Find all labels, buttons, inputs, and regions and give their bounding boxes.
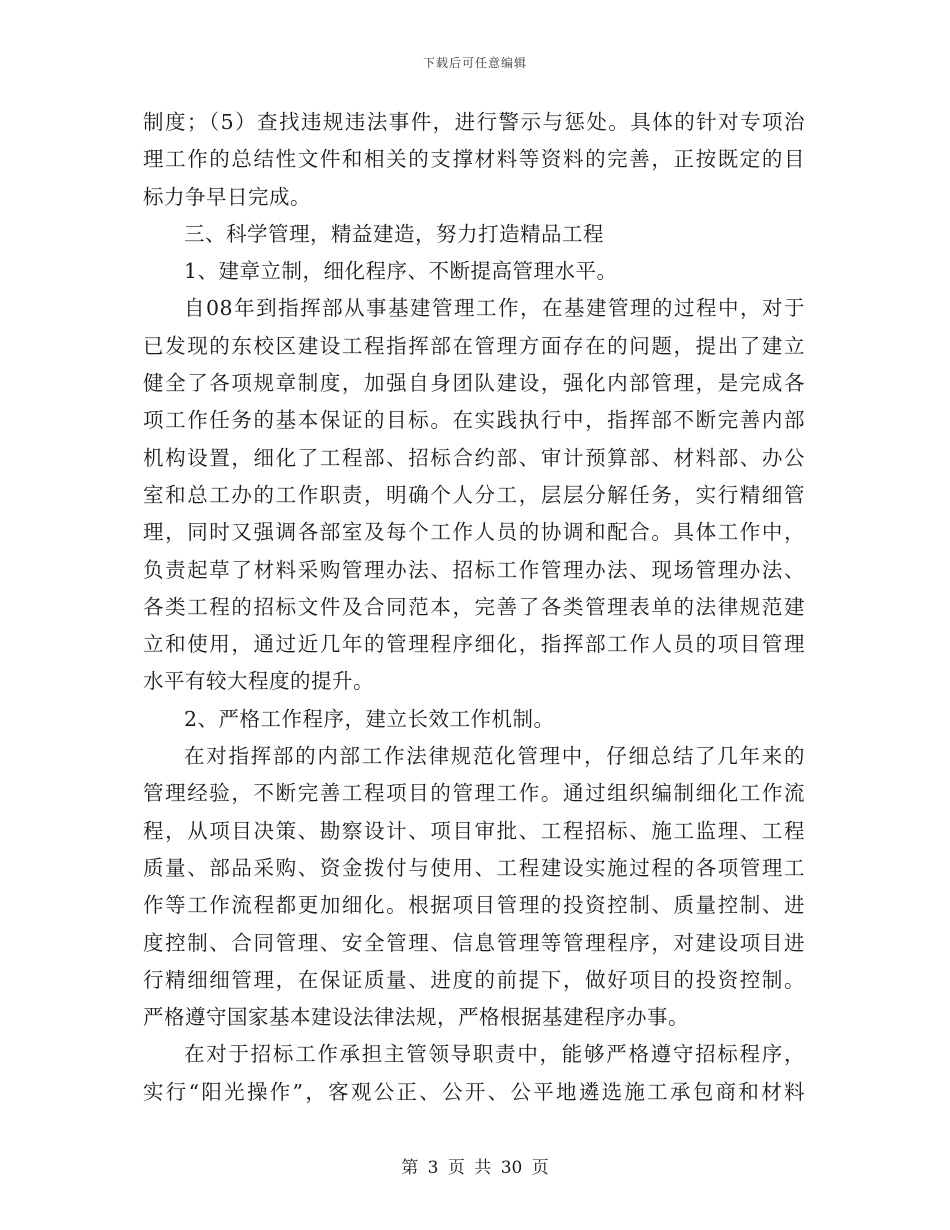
body-line: 立和使用，通过近几年的管理程序细化，指挥部工作人员的项目管理 <box>143 632 805 657</box>
section-heading: 三、科学管理，精益建造，努力打造精品工程 <box>184 221 604 246</box>
page-number: 第 3 页 共 30 页 <box>401 1158 549 1178</box>
body-line: 质量、部品采购、资金拨付与使用、工程建设实施过程的各项管理工 <box>143 855 805 880</box>
body-line: 已发现的东校区建设工程指挥部在管理方面存在的问题，提出了建立 <box>143 333 805 358</box>
body-line: 在对指挥部的内部工作法律规范化管理中，仔细总结了几年来的 <box>184 744 805 769</box>
body-line: 度控制、合同管理、安全管理、信息管理等管理程序，对建设项目进 <box>143 930 805 955</box>
body-line: 制度；（5）查找违规违法事件，进行警示与惩处。具体的针对专项治 <box>143 110 805 134</box>
body-line: 机构设置，细化了工程部、招标合约部、审计预算部、材料部、办公 <box>143 445 805 470</box>
page-header-note: 下载后可任意编辑 <box>422 56 527 70</box>
body-line: 严格遵守国家基本建设法律法规，严格根据基建程序办事。 <box>143 1005 689 1030</box>
body-line: 项工作任务的基本保证的目标。在实践执行中，指挥部不断完善内部 <box>143 408 805 433</box>
body-line: 行精细细管理，在保证质量、进度的前提下，做好项目的投资控制。 <box>143 967 805 992</box>
body-line: 理工作的总结性文件和相关的支撑材料等资料的完善，正按既定的目 <box>143 147 805 172</box>
body-line: 管理经验，不断完善工程项目的管理工作。通过组织编制细化工作流 <box>143 781 805 806</box>
body-line: 负责起草了材料采购管理办法、招标工作管理办法、现场管理办法、 <box>143 557 805 582</box>
document-body <box>143 104 805 1111</box>
subsection-heading: 1、建章立制，细化程序、不断提高管理水平。 <box>184 259 618 284</box>
body-line: 作等工作流程都更加细化。根据项目管理的投资控制、质量控制、进 <box>143 893 805 918</box>
body-line: 各类工程的招标文件及合同范本，完善了各类管理表单的法律规范建 <box>143 594 805 619</box>
body-line: 在对于招标工作承担主管领导职责中，能够严格遵守招标程序， <box>184 1042 805 1067</box>
body-line: 自08年到指挥部从事基建管理工作，在基建管理的过程中，对于 <box>184 296 805 321</box>
body-line: 标力争早日完成。 <box>143 184 311 209</box>
body-line: 水平有较大程度的提升。 <box>143 669 374 694</box>
body-line: 理，同时又强调各部室及每个工作人员的协调和配合。具体工作中， <box>143 520 805 545</box>
body-line: 程，从项目决策、勘察设计、项目审批、工程招标、施工监理、工程 <box>143 818 805 843</box>
subsection-heading: 2、严格工作程序，建立长效工作机制。 <box>184 706 555 731</box>
body-line: 室和总工办的工作职责，明确个人分工，层层分解任务，实行精细管 <box>143 482 805 507</box>
body-line: 健全了各项规章制度，加强自身团队建设，强化内部管理，是完成各 <box>143 371 805 396</box>
body-line: 实行“阳光操作”，客观公正、公开、公平地遴选施工承包商和材料 <box>143 1079 805 1104</box>
